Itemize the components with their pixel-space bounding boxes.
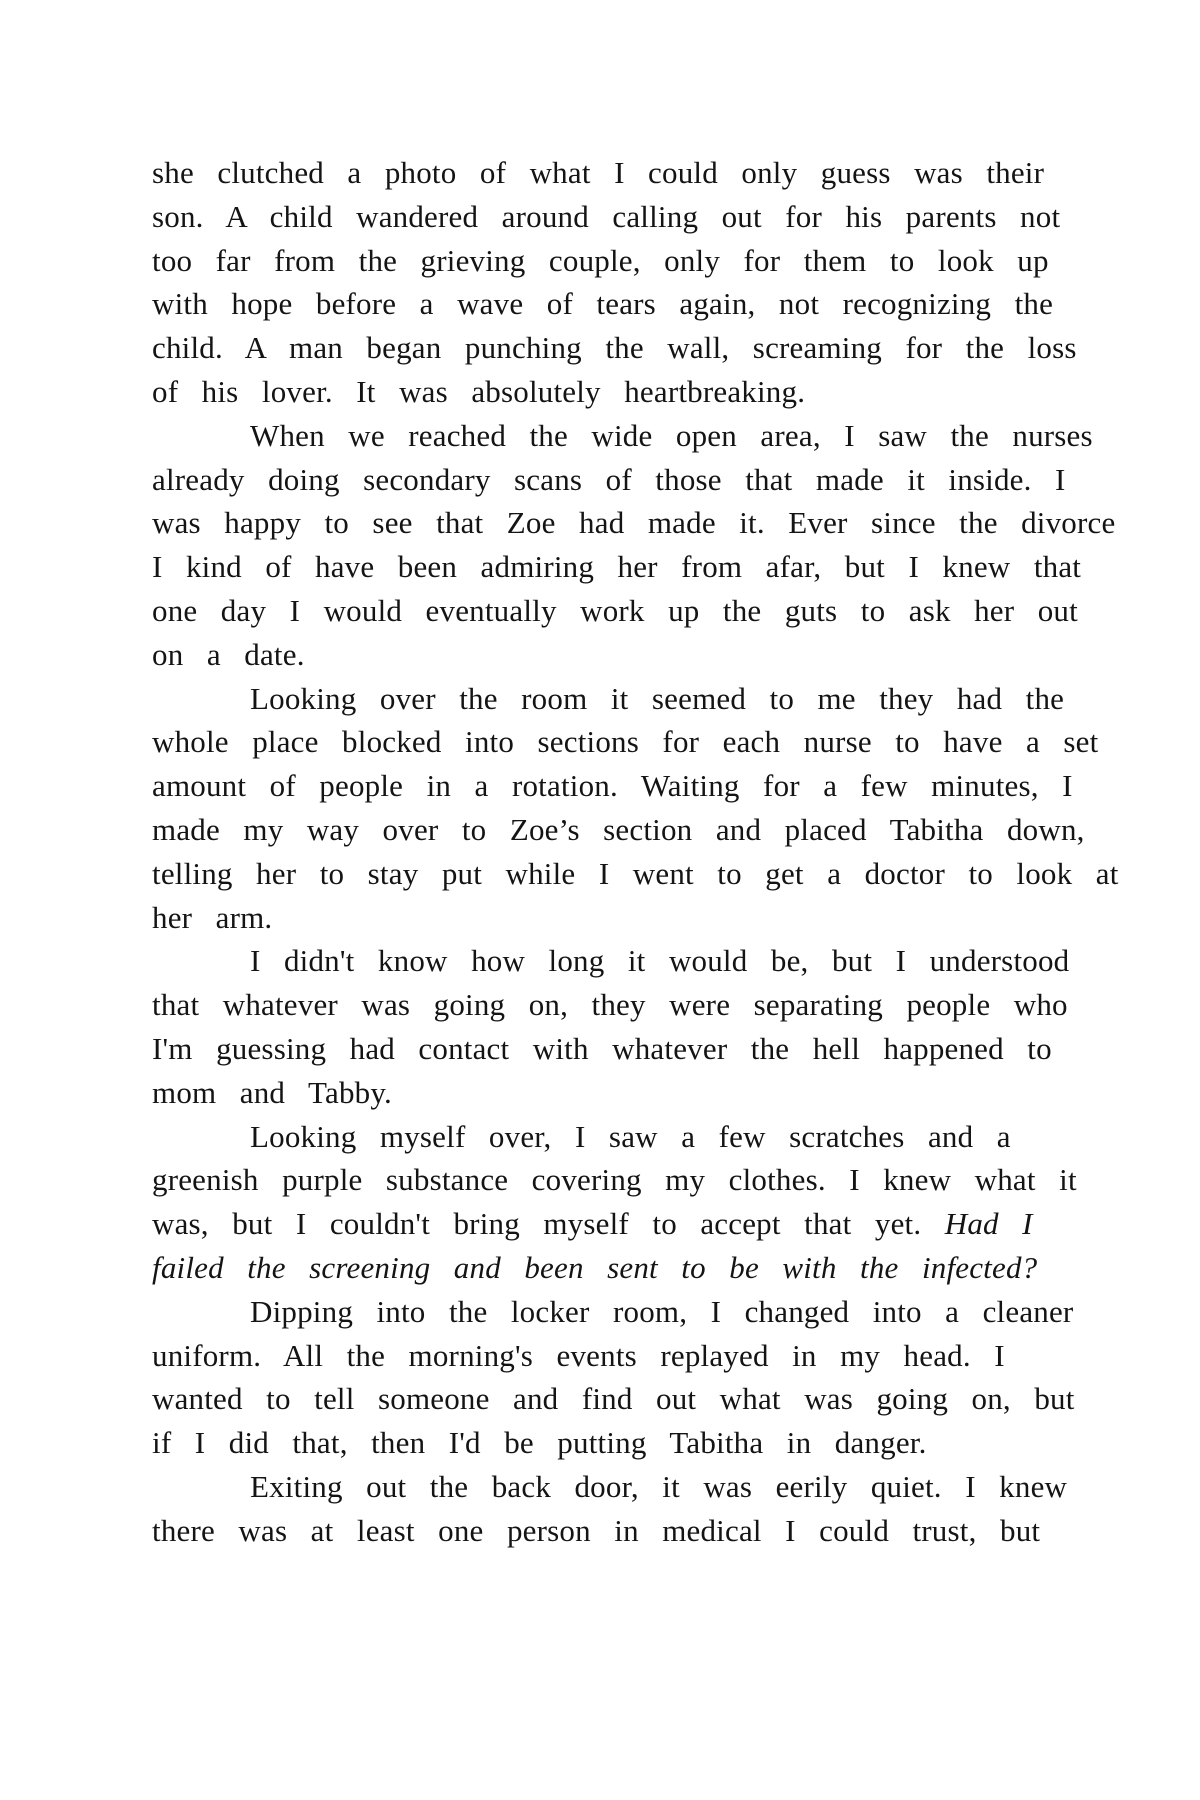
text-line xyxy=(152,1334,1057,1378)
text-segment: already doing secondary scans of those that made it inside. I xyxy=(152,461,1066,497)
text-line xyxy=(152,720,1099,764)
text-segment: I kind of have been admiring her from afar, but I knew that xyxy=(152,549,1082,585)
italic-text-segment: failed the screening and been sent to be with the infected? xyxy=(152,1249,1038,1285)
text-line xyxy=(152,764,1073,808)
text-segment: amount of people in a rotation. Waiting for a few minutes, I xyxy=(152,768,1073,804)
text-segment: whole place blocked into sections for each nurse to have a set xyxy=(152,724,1099,760)
text-line xyxy=(152,545,1082,589)
page-text xyxy=(152,151,1119,1553)
text-line xyxy=(152,1465,1068,1509)
text-line xyxy=(152,326,1077,370)
text-line xyxy=(152,633,1057,677)
text-line xyxy=(152,677,1065,721)
text-line xyxy=(152,1290,1074,1334)
text-line xyxy=(152,458,1066,502)
text-line xyxy=(152,1027,1057,1071)
text-line xyxy=(152,808,1085,852)
text-segment: Looking myself over, I saw a few scratches and a xyxy=(250,1118,1011,1154)
text-segment: child. A man began punching the wall, screaming for the loss xyxy=(152,330,1077,366)
text-segment: she clutched a photo of what I could only guess was their xyxy=(152,155,1045,190)
text-segment: son. A child wandered around calling out for his parents not xyxy=(152,198,1061,234)
text-line xyxy=(152,1158,1077,1202)
text-line xyxy=(152,414,1093,458)
text-segment: wanted to tell someone and find out what was going on, but xyxy=(152,1381,1075,1417)
text-line xyxy=(152,1246,1057,1290)
text-segment: uniform. All the morning's events replayed in my head. I xyxy=(152,1337,1005,1373)
text-line xyxy=(152,1115,1057,1159)
text-segment: if I did that, then I'd be putting Tabitha in danger. xyxy=(152,1425,927,1461)
text-line xyxy=(152,896,1057,940)
text-segment: her arm. xyxy=(152,899,273,935)
text-segment: was, but I couldn't bring myself to accept that yet. xyxy=(152,1206,945,1242)
text-segment: Exiting out the back door, it was eerily quiet. I knew xyxy=(250,1468,1068,1504)
text-segment: of his lover. It was absolutely heartbreaking. xyxy=(152,373,806,409)
italic-text-segment: Had I xyxy=(944,1206,1033,1242)
text-segment: greenish purple substance covering my clothes. I knew what it xyxy=(152,1162,1077,1198)
text-line xyxy=(152,239,1057,283)
text-line xyxy=(152,195,1061,239)
text-line xyxy=(152,151,1057,195)
text-line xyxy=(152,589,1078,633)
text-line xyxy=(152,1202,1057,1246)
text-segment: with hope before a wave of tears again, not recognizing the xyxy=(152,286,1054,322)
text-line xyxy=(152,852,1119,896)
text-segment: I didn't know how long it would be, but I understood xyxy=(250,943,1070,979)
text-segment: was happy to see that Zoe had made it. Ever since the divorce xyxy=(152,505,1116,541)
text-line xyxy=(152,983,1068,1027)
text-segment: one day I would eventually work up the guts to ask her out xyxy=(152,592,1078,628)
text-segment: Dipping into the locker room, I changed into a cleaner xyxy=(250,1293,1074,1329)
text-segment: mom and Tabby. xyxy=(152,1074,392,1110)
text-segment: Looking over the room it seemed to me they had the xyxy=(250,680,1065,716)
text-segment: telling her to stay put while I went to get a doctor to look at xyxy=(152,855,1119,891)
text-segment: I'm guessing had contact with whatever the hell happened to xyxy=(152,1030,1052,1066)
text-segment: on a date. xyxy=(152,636,305,672)
text-line xyxy=(152,370,1057,414)
text-line xyxy=(152,501,1116,545)
text-segment: that whatever was going on, they were separating people who xyxy=(152,987,1068,1023)
text-line xyxy=(152,1071,1057,1115)
text-line xyxy=(152,282,1057,326)
text-segment: there was at least one person in medical I could trust, but xyxy=(152,1512,1041,1548)
text-line xyxy=(152,939,1070,983)
text-segment: When we reached the wide open area, I saw the nurses xyxy=(250,417,1093,453)
text-segment: made my way over to Zoe’s section and placed Tabitha down, xyxy=(152,811,1085,847)
text-line xyxy=(152,1377,1075,1421)
text-line xyxy=(152,1421,1057,1465)
text-segment: too far from the grieving couple, only for them to look up xyxy=(152,242,1049,278)
text-line xyxy=(152,1509,1057,1553)
